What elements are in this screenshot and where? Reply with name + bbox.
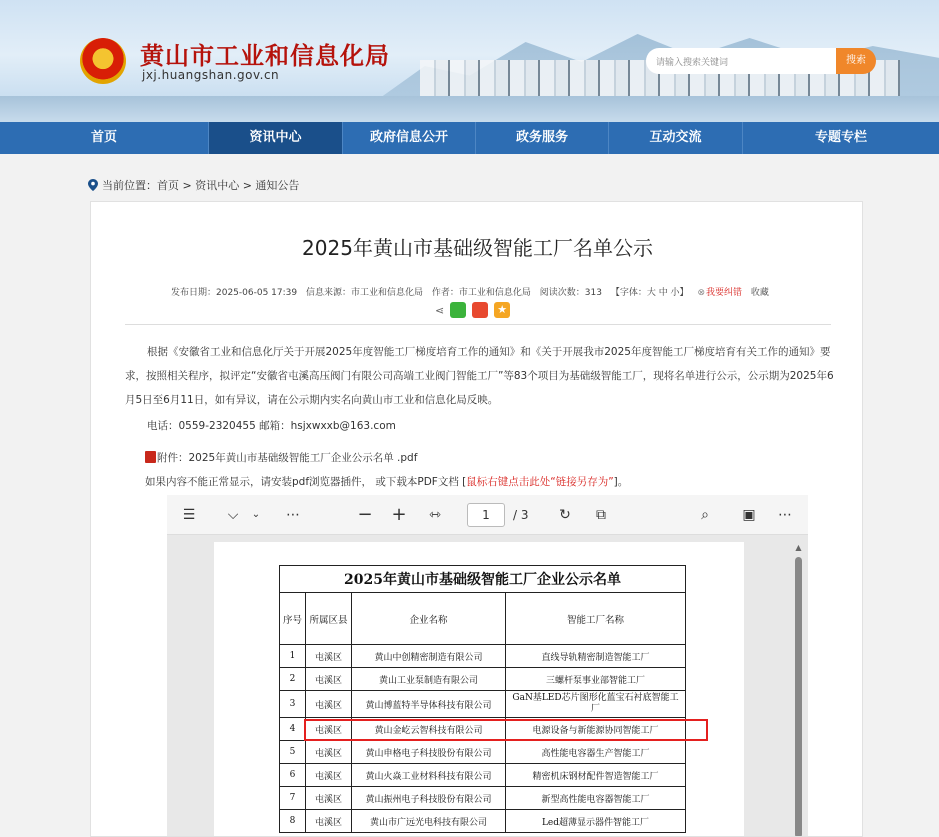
notice-suffix: ]。 (613, 476, 629, 488)
breadcrumb (88, 177, 299, 193)
cell-no: 1 (280, 645, 306, 668)
table-row (280, 718, 686, 741)
search-button[interactable]: 搜索 (836, 48, 876, 74)
correction-icon: ⊗ (697, 288, 705, 298)
cell-district: 屯溪区 (306, 691, 352, 718)
pdf-scrollbar[interactable] (794, 543, 803, 837)
contact-info: 电话：0559-2320455 邮箱：hsjxwxxb@163.com (147, 420, 396, 432)
factory-list-table (279, 565, 686, 833)
table-caption: 2025年黄山市基础级智能工厂企业公示名单 (280, 566, 686, 593)
scroll-up-arrow-icon[interactable]: ▲ (795, 543, 802, 552)
search-icon[interactable]: ⌕ (701, 507, 709, 523)
cell-company: 黄山工业泵制造有限公司 (352, 668, 506, 691)
draw-icon[interactable]: ⌵ (227, 507, 239, 523)
cell-company: 黄山火焱工业材料科技有限公司 (352, 764, 506, 787)
table-row (280, 741, 686, 764)
correction-link[interactable]: 我要纠错 (705, 288, 742, 298)
table-row (280, 764, 686, 787)
pdf-toolbar (167, 495, 808, 535)
cell-no: 8 (280, 810, 306, 833)
cell-no: 3 (280, 691, 306, 718)
page-total: / 3 (513, 508, 529, 522)
cell-factory: 三螺杆泵事业部智能工厂 (506, 668, 686, 691)
more-options-icon[interactable]: ⋯ (778, 507, 792, 523)
table-row (280, 645, 686, 668)
share-bar (435, 302, 510, 318)
save-icon[interactable]: ▣ (742, 507, 756, 523)
nav-item-interaction[interactable]: 互动交流 (609, 122, 743, 154)
zoom-in-icon[interactable]: + (391, 504, 407, 525)
cell-district: 屯溪区 (306, 645, 352, 668)
cell-company: 黄山振州电子科技股份有限公司 (352, 787, 506, 810)
cell-no: 7 (280, 787, 306, 810)
article-panel (90, 201, 863, 837)
divider (125, 324, 831, 325)
table-row (280, 787, 686, 810)
search-input[interactable]: 请输入搜索关键词 (646, 48, 838, 74)
cell-district: 屯溪区 (306, 810, 352, 833)
nav-item-news-center[interactable]: 资讯中心 (209, 122, 343, 154)
pdf-icon (145, 451, 156, 463)
breadcrumb-text[interactable]: 当前位置：首页 > 资讯中心 > 通知公告 (102, 179, 300, 192)
pdf-notice (145, 474, 628, 489)
author: 作者：市工业和信息化局 (431, 288, 531, 298)
cell-no: 2 (280, 668, 306, 691)
nav-item-special-topics[interactable]: 专题专栏 (814, 130, 867, 145)
cell-company: 黄山博蓝特半导体科技有限公司 (352, 691, 506, 718)
cell-factory: GaN基LED芯片图形化蓝宝石衬底智能工厂 (506, 691, 686, 718)
water-banner-image (0, 96, 939, 122)
col-header-company: 企业名称 (352, 593, 506, 645)
attachment-link[interactable] (145, 450, 417, 465)
share-icon[interactable]: ⋖ (435, 303, 445, 317)
site-url: jxj.huangshan.gov.cn (142, 68, 280, 82)
cell-district: 屯溪区 (306, 741, 352, 764)
pdf-viewer (167, 495, 808, 837)
page-number-input[interactable]: 1 (467, 503, 505, 527)
article-title: 2025年黄山市基础级智能工厂名单公示 (302, 236, 653, 260)
site-title[interactable]: 黄山市工业和信息化局 (140, 41, 390, 70)
national-emblem-logo (80, 38, 126, 84)
rotate-icon[interactable]: ↻ (559, 507, 571, 523)
main-nav (0, 122, 939, 154)
page-view-icon[interactable]: ⧉ (596, 507, 606, 523)
outline-icon[interactable]: ☰ (182, 507, 196, 523)
table-row (280, 668, 686, 691)
cell-district: 屯溪区 (306, 787, 352, 810)
notice-text: 如果内容不能正常显示，请安装pdf浏览器插件， 或下载本PDF文档 [ (145, 476, 467, 488)
cell-company: 黄山市广远光电科技有限公司 (352, 810, 506, 833)
fit-page-icon[interactable]: ⇿ (429, 507, 441, 523)
more-tools-icon[interactable]: ⋯ (286, 507, 300, 523)
cell-factory: 新型高性能电容器智能工厂 (506, 787, 686, 810)
cell-district: 屯溪区 (306, 718, 352, 741)
chevron-down-icon[interactable]: ⌄ (251, 509, 261, 520)
wechat-share-icon[interactable] (450, 302, 466, 318)
pdf-page (214, 542, 744, 837)
view-count: 阅读次数：313 (539, 288, 602, 298)
attachment-label[interactable]: 附件：2025年黄山市基础级智能工厂企业公示名单 .pdf (157, 452, 418, 464)
table-row (280, 691, 686, 718)
cell-factory: Led超薄显示器件智能工厂 (506, 810, 686, 833)
cell-factory: 高性能电容器生产智能工厂 (506, 741, 686, 764)
font-size-switch[interactable]: 【字体：大 中 小】 (610, 288, 689, 298)
article-meta (171, 285, 775, 298)
col-header-no: 序号 (280, 593, 306, 645)
zoom-out-icon[interactable]: − (357, 504, 373, 525)
nav-item-gov-services[interactable]: 政务服务 (476, 122, 609, 154)
article-body: 根据《安徽省工业和信息化厅关于开展2025年度智能工厂梯度培育工作的通知》和《关于开展我市2025年度智能工厂梯度培育有关工作的通知》要求，按照相关程序，拟评定“安徽省屯溪高压阀门有限公司高端工业阀门智能工厂”等83个项目为基础级智能工厂，现将名单进行公示，公示期为2025年6月5日至6月11日，如有异议，请在公示期内实名向黄山市工业和信息化局反映。 (125, 346, 834, 406)
weibo-share-icon[interactable] (472, 302, 488, 318)
nav-item-home[interactable]: 首页 (0, 122, 209, 154)
favorite-link[interactable]: 收藏 (750, 288, 769, 298)
scroll-thumb[interactable] (795, 557, 802, 837)
col-header-factory: 智能工厂名称 (506, 593, 686, 645)
nav-item-gov-info[interactable]: 政府信息公开 (343, 122, 476, 154)
table-row (280, 810, 686, 833)
cell-district: 屯溪区 (306, 668, 352, 691)
cell-no: 4 (280, 718, 306, 741)
cell-no: 6 (280, 764, 306, 787)
cell-factory: 直线导轨精密制造智能工厂 (506, 645, 686, 668)
cell-company: 黄山申格电子科技股份有限公司 (352, 741, 506, 764)
cell-company: 黄山金屹云智科技有限公司 (352, 718, 506, 741)
cell-no: 5 (280, 741, 306, 764)
cell-district: 屯溪区 (306, 764, 352, 787)
cell-company: 黄山中创精密制造有限公司 (352, 645, 506, 668)
favorite-star-icon[interactable]: ★ (494, 302, 510, 318)
save-link[interactable]: 鼠标右键点击此处“链接另存为” (466, 476, 614, 488)
site-header (0, 0, 939, 122)
cell-factory: 电源设备与新能源协同智能工厂 (506, 718, 686, 741)
col-header-district: 所属区县 (306, 593, 352, 645)
publish-date: 发布日期：2025-06-05 17:39 (171, 288, 298, 298)
cell-factory: 精密机床钢材配件智造智能工厂 (506, 764, 686, 787)
location-pin-icon (88, 179, 98, 191)
info-source: 信息来源：市工业和信息化局 (305, 288, 423, 298)
